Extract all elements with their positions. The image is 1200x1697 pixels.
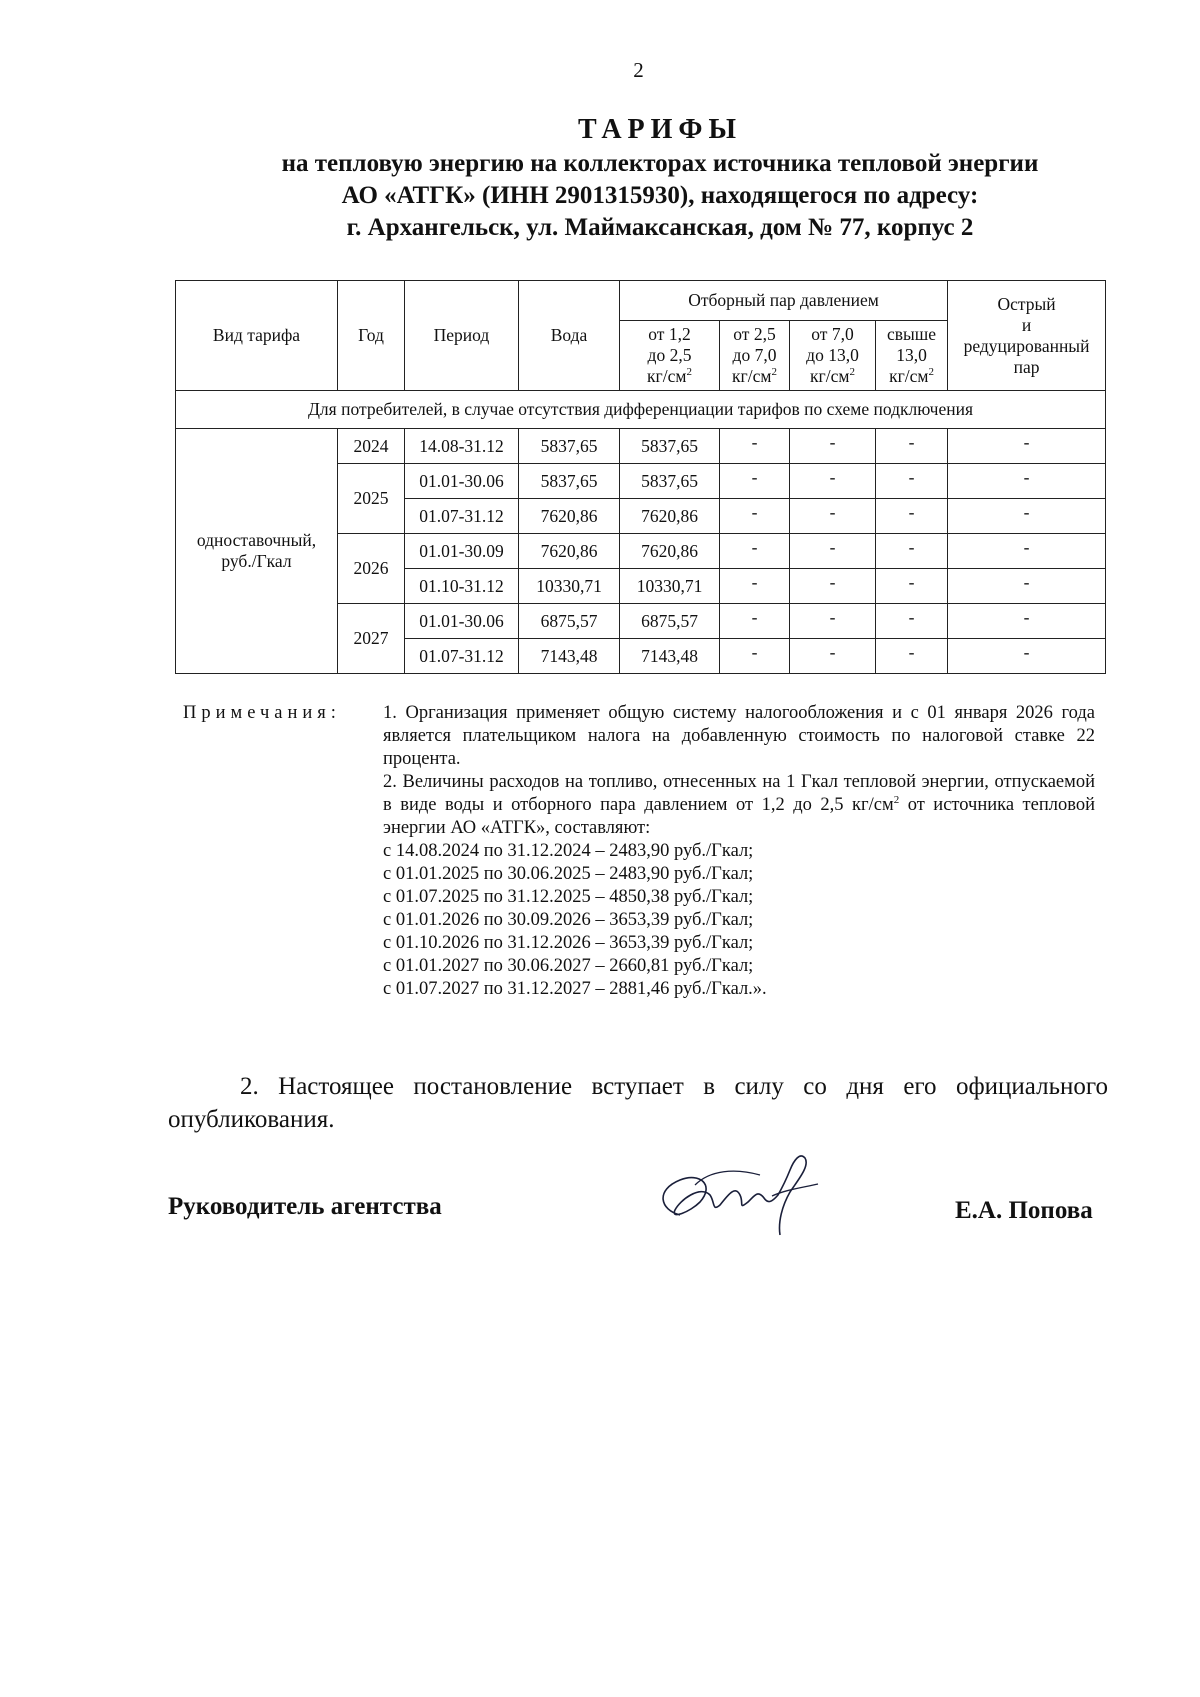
header-steam-1-line-1: от 1,2 bbox=[648, 324, 691, 344]
steam-cell: 7620,86 bbox=[620, 499, 720, 534]
fuel-cost-line: с 01.07.2027 по 31.12.2027 – 2881,46 руб./Гкал.». bbox=[383, 979, 767, 999]
signatory-name: Е.А. Попова bbox=[955, 1197, 1093, 1224]
water-cell: 7143,48 bbox=[519, 639, 620, 674]
dash-cell: - bbox=[790, 639, 876, 674]
dash-cell: - bbox=[876, 639, 948, 674]
fuel-cost-line: с 14.08.2024 по 31.12.2024 – 2483,90 руб./Гкал; bbox=[383, 841, 754, 861]
header-steam-4-line-1: свыше bbox=[887, 324, 937, 344]
header-sharp-line-3: редуцированный bbox=[963, 335, 1090, 356]
dash-cell: - bbox=[720, 604, 790, 639]
dash-cell: - bbox=[720, 499, 790, 534]
year-cell: 2024 bbox=[338, 429, 405, 464]
period-cell: 01.10-31.12 bbox=[405, 569, 519, 604]
title-line-2: АО «АТГК» (ИНН 2901315930), находящегося по адресу: bbox=[341, 182, 979, 209]
header-steam-3-line-2: до 13,0 bbox=[806, 345, 859, 365]
steam-cell: 5837,65 bbox=[620, 429, 720, 464]
title-line-1: на тепловую энергию на коллекторах источника тепловой энергии bbox=[281, 150, 1039, 177]
dash-cell: - bbox=[720, 534, 790, 569]
steam-cell: 10330,71 bbox=[620, 569, 720, 604]
notes-body bbox=[383, 702, 1095, 1001]
title-main: ТАРИФЫ bbox=[578, 114, 742, 145]
note-2: 2. Величины расходов на топливо, отнесенных на 1 Гкал тепловой энергии, отпускаемой в виде воды и отборного пара давлением от 1,2 до 2,5 $кг/см^2$ от источника тепловой энергии АО «АТГК», составляют: bbox=[383, 772, 1095, 838]
header-steam-3-unit: $кг/см^2$ bbox=[810, 366, 855, 386]
header-steam-group: Отборный пар давлением bbox=[620, 281, 948, 321]
header-steam-4 bbox=[876, 321, 948, 391]
dash-cell: - bbox=[790, 464, 876, 499]
dash-cell: - bbox=[720, 569, 790, 604]
header-steam-2-line-2: до 7,0 bbox=[732, 345, 777, 365]
tariff-type-cell bbox=[176, 429, 338, 674]
header-sharp-line-1: Острый bbox=[997, 293, 1056, 314]
tariff-type-line-1: одноставочный, bbox=[196, 530, 317, 550]
water-cell: 10330,71 bbox=[519, 569, 620, 604]
dash-cell: - bbox=[790, 534, 876, 569]
dash-cell: - bbox=[876, 429, 948, 464]
dash-cell: - bbox=[876, 534, 948, 569]
fuel-cost-line: с 01.01.2025 по 30.06.2025 – 2483,90 руб./Гкал; bbox=[383, 864, 754, 884]
document-title bbox=[180, 112, 1140, 244]
tariff-table bbox=[175, 280, 1106, 674]
header-year: Год bbox=[338, 281, 405, 391]
steam-cell: 7143,48 bbox=[620, 639, 720, 674]
water-cell: 5837,65 bbox=[519, 429, 620, 464]
year-cell: 2025 bbox=[338, 464, 405, 534]
header-steam-1 bbox=[620, 321, 720, 391]
period-cell: 14.08-31.12 bbox=[405, 429, 519, 464]
header-sharp-steam bbox=[948, 281, 1106, 391]
dash-cell: - bbox=[790, 604, 876, 639]
dash-cell: - bbox=[720, 464, 790, 499]
header-water: Вода bbox=[519, 281, 620, 391]
header-period: Период bbox=[405, 281, 519, 391]
period-cell: 01.01-30.06 bbox=[405, 604, 519, 639]
handwritten-signature bbox=[640, 1140, 840, 1250]
header-steam-1-line-2: до 2,5 bbox=[647, 345, 692, 365]
header-steam-3-line-1: от 7,0 bbox=[811, 324, 854, 344]
dash-cell: - bbox=[876, 604, 948, 639]
period-cell: 01.01-30.09 bbox=[405, 534, 519, 569]
period-cell: 01.07-31.12 bbox=[405, 639, 519, 674]
header-steam-1-unit: $кг/см^2$ bbox=[647, 366, 692, 386]
dash-cell: - bbox=[948, 499, 1106, 534]
period-cell: 01.07-31.12 bbox=[405, 499, 519, 534]
dash-cell: - bbox=[720, 639, 790, 674]
dash-cell: - bbox=[720, 429, 790, 464]
header-steam-2-unit: $кг/см^2$ bbox=[732, 366, 777, 386]
header-steam-2 bbox=[720, 321, 790, 391]
fuel-cost-line: с 01.01.2027 по 30.06.2027 – 2660,81 руб./Гкал; bbox=[383, 956, 754, 976]
year-cell: 2026 bbox=[338, 534, 405, 604]
year-cell: 2027 bbox=[338, 604, 405, 674]
steam-cell: 5837,65 bbox=[620, 464, 720, 499]
signatory-title: Руководитель агентства bbox=[168, 1193, 442, 1220]
header-sharp-line-4: пар bbox=[1013, 356, 1040, 377]
water-cell: 7620,86 bbox=[519, 534, 620, 569]
header-steam-2-line-1: от 2,5 bbox=[733, 324, 776, 344]
note-1: 1. Организация применяет общую систему налогообложения и с 01 января 2026 года является плательщиком налога на добавленную стоимость по налоговой ставке 22 процента. bbox=[383, 703, 1095, 769]
fuel-cost-line: с 01.07.2025 по 31.12.2025 – 4850,38 руб./Гкал; bbox=[383, 887, 754, 907]
page-number: 2 bbox=[633, 58, 644, 82]
dash-cell: - bbox=[948, 464, 1106, 499]
section-label: Для потребителей, в случае отсутствия дифференциации тарифов по схеме подключения bbox=[176, 391, 1106, 429]
dash-cell: - bbox=[948, 639, 1106, 674]
header-tariff-type: Вид тарифа bbox=[176, 281, 338, 391]
dash-cell: - bbox=[948, 604, 1106, 639]
title-line-3: г. Архангельск, ул. Маймаксанская, дом № 77, корпус 2 bbox=[346, 214, 974, 241]
header-steam-4-line-2: 13,0 bbox=[896, 345, 927, 365]
period-cell: 01.01-30.06 bbox=[405, 464, 519, 499]
table-row bbox=[176, 429, 1106, 464]
dash-cell: - bbox=[790, 429, 876, 464]
header-sharp-line-2: и bbox=[1021, 314, 1032, 335]
steam-cell: 6875,57 bbox=[620, 604, 720, 639]
water-cell: 5837,65 bbox=[519, 464, 620, 499]
dash-cell: - bbox=[948, 429, 1106, 464]
notes-label: Примечания: bbox=[183, 703, 341, 723]
fuel-cost-line: с 01.01.2026 по 30.09.2026 – 3653,39 руб./Гкал; bbox=[383, 910, 754, 930]
header-steam-4-unit: $кг/см^2$ bbox=[889, 366, 934, 386]
header-steam-3 bbox=[790, 321, 876, 391]
dash-cell: - bbox=[876, 569, 948, 604]
steam-cell: 7620,86 bbox=[620, 534, 720, 569]
fuel-cost-line: с 01.10.2026 по 31.12.2026 – 3653,39 руб./Гкал; bbox=[383, 933, 754, 953]
dash-cell: - bbox=[948, 534, 1106, 569]
dash-cell: - bbox=[876, 499, 948, 534]
water-cell: 7620,86 bbox=[519, 499, 620, 534]
decree-paragraph: 2. Настоящее постановление вступает в силу со дня его официального опубликования. bbox=[168, 1073, 1108, 1133]
dash-cell: - bbox=[948, 569, 1106, 604]
water-cell: 6875,57 bbox=[519, 604, 620, 639]
dash-cell: - bbox=[790, 499, 876, 534]
tariff-type-line-2: руб./Гкал bbox=[221, 551, 292, 571]
dash-cell: - bbox=[790, 569, 876, 604]
dash-cell: - bbox=[876, 464, 948, 499]
